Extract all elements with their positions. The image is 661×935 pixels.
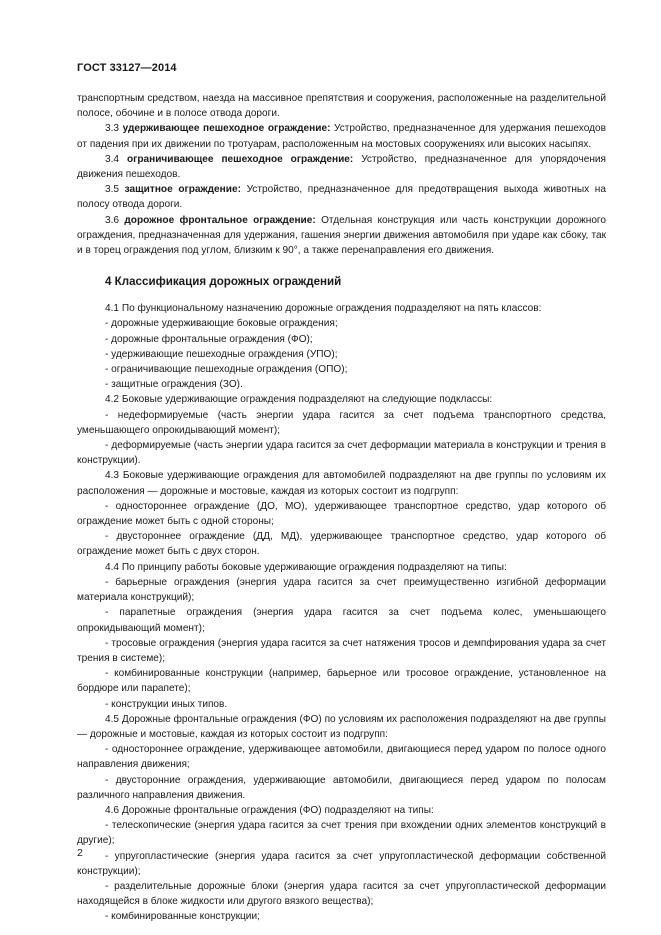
list-item: - комбинированные конструкции (например, барьерное или тросовое ограждение, установленное на бордюре или парапете); — [77, 668, 606, 695]
page-number: 2 — [77, 847, 83, 859]
term-title: защитное ограждение: — [124, 184, 241, 196]
body-paragraph: 4.3 Боковые удерживающие ограждения для автомобилей подразделяют на две группы по условиям их расположения — дорожные и мостовые, каждая из которых состоит из подгрупп: — [77, 470, 606, 497]
list-item: - дорожные фронтальные ограждения (ФО); — [105, 333, 313, 345]
body-paragraph: 4.5 Дорожные фронтальные ограждения (ФО) по условиям их расположения подразделяют на две группы — дорожные и мостовые, каждая из которых состоит из подгрупп: — [77, 713, 606, 740]
list-item: - парапетные ограждения (энергия удара гасится за счет подъема колес, уменьшающего опрокидывающий момент); — [77, 607, 606, 634]
list-item: - ограничивающие пешеходные ограждения (ОПО); — [105, 364, 348, 376]
document-body — [77, 91, 606, 925]
list-item: - барьерные ограждения (энергия удара гасится за счет преимущественно изгибной деформации материала конструкций); — [77, 576, 606, 604]
term-number: 3.4 — [105, 153, 120, 165]
term-definition: Устройство, предназначенное для упорядочения движения пешеходов. — [77, 153, 606, 181]
term-definition: Отдельная конструкция или часть конструкции дорожного ограждения, предназначенная для удержания, гашения энергии движения автомобиля при ударе как сбоку, так и в торец ограждения под углом, близким к 90°, а также перенаправления его движения. — [77, 214, 607, 257]
list-item: - тросовые ограждения (энергия удара гасится за счет натяжения тросов и демпфирования удара за счет трения в системе); — [77, 637, 606, 664]
body-paragraph: 4.4 По принципу работы боковые удерживающие ограждения подразделяют на типы: — [105, 561, 507, 573]
term-title: удерживающее пешеходное ограждение: — [122, 123, 331, 135]
term-definition: Устройство, предназначенное для предотвращения выхода животных на полосу отвода дороги. — [77, 184, 606, 211]
term-paragraph — [77, 121, 606, 151]
list-item: - одностороннее ограждение (ДО, МО), удерживающее транспортное средство, удар которого об ограждение может быть с одной стороны; — [77, 500, 606, 528]
term-title: дорожное фронтальное ограждение: — [124, 214, 316, 226]
list-item: - дорожные удерживающие боковые ограждения; — [105, 318, 338, 330]
list-item: - одностороннее ограждение, удерживающее автомобили, двигающиеся перед ударом по полосе одного направления движения; — [77, 744, 606, 771]
list-item: - удерживающие пешеходные ограждения (УПО); — [105, 348, 338, 360]
document-header: ГОСТ 33127—2014 — [77, 62, 177, 74]
list-item: - разделительные дорожные блоки (энергия удара гасится за счет упругопластической деформации находящейся в блоке жидкости или другого вязкого вещества); — [77, 880, 606, 908]
intro-paragraph: транспортным средством, наезда на массивное препятствия и сооружения, расположенные на разделительной полосе, обочине и в полосе отвода дороги. — [77, 93, 606, 120]
term-definition: Устройство, предназначенное для удержания пешеходов от падения при их движении по тротуарам, расположенным на мостовых сооружениях или высоких насыпях. — [77, 123, 606, 150]
list-item: - защитные ограждения (ЗО). — [105, 379, 243, 391]
list-item: - двусторонние ограждения, удерживающие автомобили, двигающиеся перед ударом по полосам различного направления движения. — [77, 774, 606, 801]
body-paragraph: 4.1 По функциональному назначению дорожные ограждения подразделяют на пять классов: — [105, 303, 542, 315]
list-item: - комбинированные конструкции; — [105, 911, 260, 923]
body-paragraph: 4.2 Боковые удерживающие ограждения подразделяют на следующие подклассы: — [105, 394, 493, 406]
term-number: 3.5 — [105, 184, 120, 196]
term-number: 3.6 — [105, 214, 120, 226]
term-number: 3.3 — [105, 123, 120, 135]
list-item: - недеформируемые (часть энергии удара гасится за счет подъема транспортного средства, уменьшающего опрокидывающий момент); — [77, 409, 606, 436]
list-item: - конструкции иных типов. — [105, 698, 228, 710]
term-title: ограничивающее пешеходное ограждение: — [126, 153, 354, 165]
list-item: - двустороннее ограждение (ДД, МД), удерживающее транспортное средство, удар которого об ограждение может быть с двух сторон. — [77, 531, 606, 558]
body-paragraph: 4.6 Дорожные фронтальные ограждения (ФО) подразделяют на типы: — [105, 804, 434, 816]
list-item: - телескопические (энергия удара гасится за счет трения при вхождении одних элементов конструкций в другие); — [77, 820, 606, 847]
list-item: - упругопластические (энергия удара гасится за счет упругопластической деформации собственной конструкции); — [77, 850, 606, 877]
term-paragraph — [77, 213, 606, 259]
list-item: - деформируемые (часть энергии удара гасится за счет деформации материала в конструкции и трения в конструкции). — [77, 440, 606, 467]
term-paragraph — [77, 182, 606, 212]
section-heading: 4 Классификация дорожных ограждений — [105, 275, 342, 289]
term-paragraph — [77, 152, 606, 182]
